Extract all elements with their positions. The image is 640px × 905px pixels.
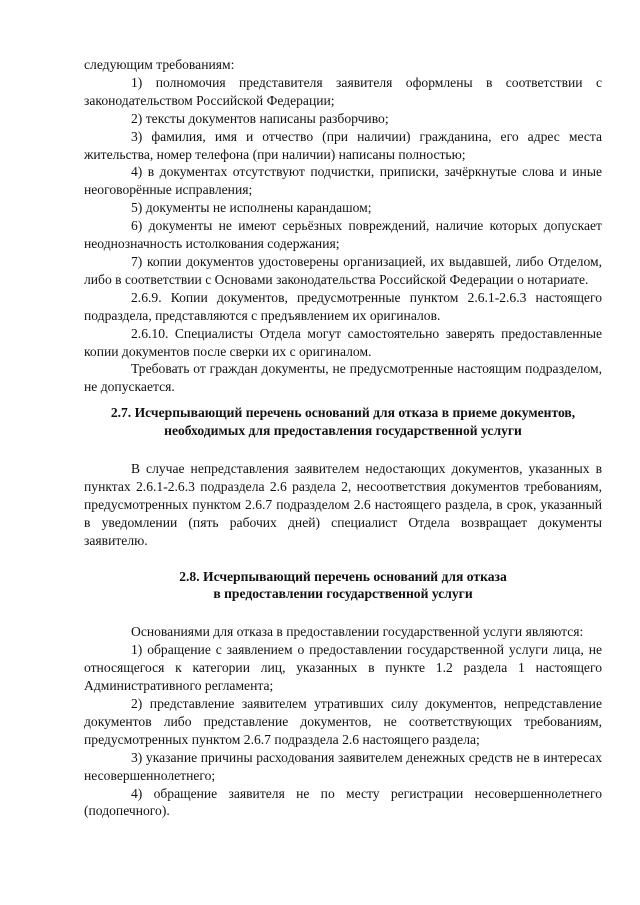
- paragraph-refusal-grounds-intro: Основаниями для отказа в предоставлении государственной услуги являются:: [131, 624, 584, 640]
- paragraph-2-7-body: В случае непредставления заявителем недостающих документов, указанных в пунктах 2.6.1-2.6.3 подраздела 2.6 раздела 2, несоответствия документов требованиям, предусмотренных пунктом 2.6.7 подразделом 2.6 настоящего раздела, в срок, указанный в уведомлении (пять рабочих дней) специалист Отдела возвращает документы заявителю.: [84, 461, 602, 548]
- list-item-requirement-3: 3) фамилия, имя и отчество (при наличии) гражданина, его адрес места жительства, номер телефона (при наличии) написаны полностью;: [84, 128, 602, 162]
- list-item-requirement-2: 2) тексты документов написаны разборчиво;: [131, 110, 389, 126]
- list-item-requirement-5: 5) документы не исполнены карандашом;: [131, 200, 372, 216]
- list-item-refusal-ground-2: 2) представление заявителем утративших силу документов, непредставление документов либо представление документов, не соответствующих требованиям, предусмотренных пунктом 2.6.7 подраздела 2.6 настоящего раздела;: [84, 696, 602, 747]
- list-item-refusal-ground-1: 1) обращение с заявлением о предоставлении государственной услуги лица, не относящегося к категории лиц, указанных в пункте 1.2 раздела 1 настоящего Административного регламента;: [84, 642, 602, 694]
- list-item-refusal-ground-3: 3) указание причины расходования заявителем денежных средств не в интересах несовершеннолетнего;: [84, 749, 602, 783]
- paragraph-2-6-10: 2.6.10. Специалисты Отдела могут самостоятельно заверять предоставленные копии документов после сверки их с оригиналом.: [84, 325, 602, 359]
- list-item-requirement-1: 1) полномочия представителя заявителя оформлены в соответствии с законодательством Российской Федерации;: [84, 74, 602, 108]
- section-heading-2-8-line-1: 2.8. Исчерпывающий перечень оснований для отказа: [179, 568, 507, 584]
- paragraph-2-6-9: 2.6.9. Копии документов, предусмотренные пунктом 2.6.1-2.6.3 настоящего подраздела, представляются с предъявлением их оригиналов.: [84, 289, 602, 323]
- section-heading-2-7: 2.7. Исчерпывающий перечень оснований для отказа в приеме документов, необходимых для предоставления государственной услуги: [110, 405, 576, 439]
- list-item-requirement-6: 6) документы не имеют серьёзных повреждений, наличие которых допускает неоднозначность истолкования содержания;: [84, 218, 602, 252]
- document-page: [84, 56, 602, 820]
- list-item-requirement-7: 7) копии документов удостоверены организацией, их выдавшей, либо Отделом, либо в соответствии с Основами законодательства Российской Федерации о нотариате.: [84, 253, 602, 287]
- list-item-requirement-4: 4) в документах отсутствуют подчистки, приписки, зачёркнутые слова и иные неоговорённые исправления;: [84, 164, 602, 198]
- list-item-refusal-ground-4: 4) обращение заявителя не по месту регистрации несовершеннолетнего (подопечного).: [84, 785, 602, 819]
- paragraph-no-extra-documents: Требовать от граждан документы, не предусмотренные настоящим подразделом, не допускается.: [84, 361, 602, 395]
- section-heading-2-8: [84, 568, 602, 604]
- section-heading-2-8-line-2: в предоставлении государственной услуги: [213, 586, 473, 602]
- paragraph-requirements-intro: следующим требованиям:: [84, 57, 235, 72]
